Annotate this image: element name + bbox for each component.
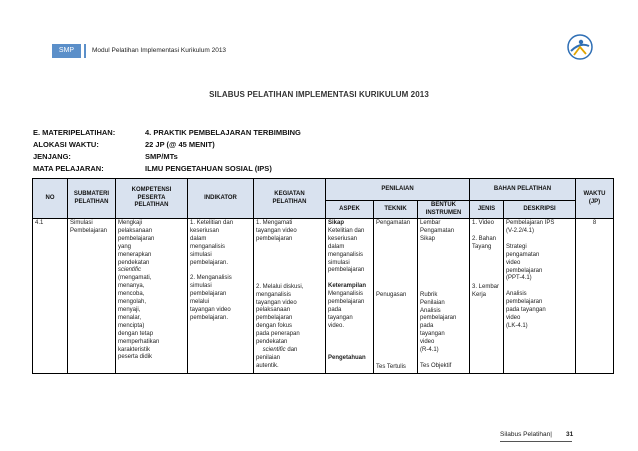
page-number: 31 [566,431,574,438]
meta-label: JENJANG: [33,152,71,161]
meta-value: SMP/MTs [145,152,178,161]
th-kegiatan: KEGIATAN PELATIHAN [254,179,326,219]
th-submateri: SUBMATERI PELATIHAN [68,179,116,219]
meta-mapel [33,164,272,173]
meta-label: E. MATERIPELATIHAN: [33,128,116,137]
th-teknik: TEKNIK [374,201,418,219]
cell-bentuk: Lembar Pengamatan Sikap Rubrik Penilaian Analisis pembelajaran pada tayangan video (R-4.1) Tes Objektif [418,219,470,374]
th-no: NO [33,179,68,219]
meta-alokasi [33,140,215,149]
th-waktu: WAKTU (JP) [576,179,614,219]
cell-aspek: Sikap Ketelitian dan keseriusan dalam menganalisis simulasi pembelajaran Keterampilan Menganalisis pembelajaran pada tayangan video. Pengetahuan [326,219,374,374]
th-aspek: ASPEK [326,201,374,219]
cell-submateri: Simulasi Pembelajaran [68,219,116,374]
meta-materi [33,128,301,137]
cell-waktu: 8 [576,219,614,374]
header-divider [84,44,86,58]
meta-value: 22 JP (@ 45 MENIT) [145,140,215,149]
th-deskripsi: DESKRIPSI [504,201,576,219]
cell-kompetensi: Mengkaji pelaksanaan pembelajaran yang menerapkan pendekatan scientific (mengamati, menanya, mencoba, mengolah, menyaji, menalar, mencipta) dengan tetap memperhatikan karakteristik peserta didik [116,219,188,374]
italic-term: scientific [262,346,286,353]
syllabus-table [32,178,614,374]
cell-kegiatan: 1. Mengamati tayangan video pembelajaran 2. Melalui diskusi, menganalisis tayangan video pelaksanaan pembelajaran dengan fokus pada penerapan pendekatan scientific dan penilaian autentik. [254,219,326,374]
cell-no: 4.1 [33,219,68,374]
header-module-title: Modul Pelatihan Implementasi Kurikulum 2013 [92,47,227,54]
header-badge: SMP [52,44,81,58]
cell-teknik: Pengamatan Penugasan Tes Tertulis [374,219,418,374]
th-penilaian: PENILAIAN [326,179,470,201]
th-indikator: INDIKATOR [188,179,254,219]
page-title: SILABUS PELATIHAN IMPLEMENTASI KURIKULUM 2013 [209,90,429,99]
table-row [33,219,614,374]
footer-label: Silabus Pelatihan| [500,431,552,438]
th-bentuk: BENTUK INSTRUMEN [418,201,470,219]
ministry-logo-icon [567,34,593,60]
th-bahan: BAHAN PELATIHAN [470,179,576,201]
th-jenis: JENIS [470,201,504,219]
footer-rule [500,441,572,442]
th-kompetensi: KOMPETENSI PESERTA PELATIHAN [116,179,188,219]
cell-deskripsi: Pembelajaran IPS (V-2.2/4.1) Strategi pengamatan video pembelajaran (PPT-4.1) Analisis pembelajaran pada tayangan video (LK-4.1) [504,219,576,374]
meta-label: ALOKASI WAKTU: [33,140,99,149]
meta-jenjang [33,152,178,161]
cell-jenis: 1. Video 2. Bahan Tayang 3. Lembar Kerja [470,219,504,374]
cell-indikator: 1. Ketelitian dan keseriusan dalam menganalisis simulasi pembelajaran. 2. Menganalisis simulasi pembelajaran melalui tayangan video pembelajaran. [188,219,254,374]
meta-value: 4. PRAKTIK PEMBELAJARAN TERBIMBING [145,128,301,137]
meta-label: MATA PELAJARAN: [33,164,104,173]
italic-term: scientific [118,267,142,274]
meta-value: ILMU PENGETAHUAN SOSIAL (IPS) [145,164,272,173]
